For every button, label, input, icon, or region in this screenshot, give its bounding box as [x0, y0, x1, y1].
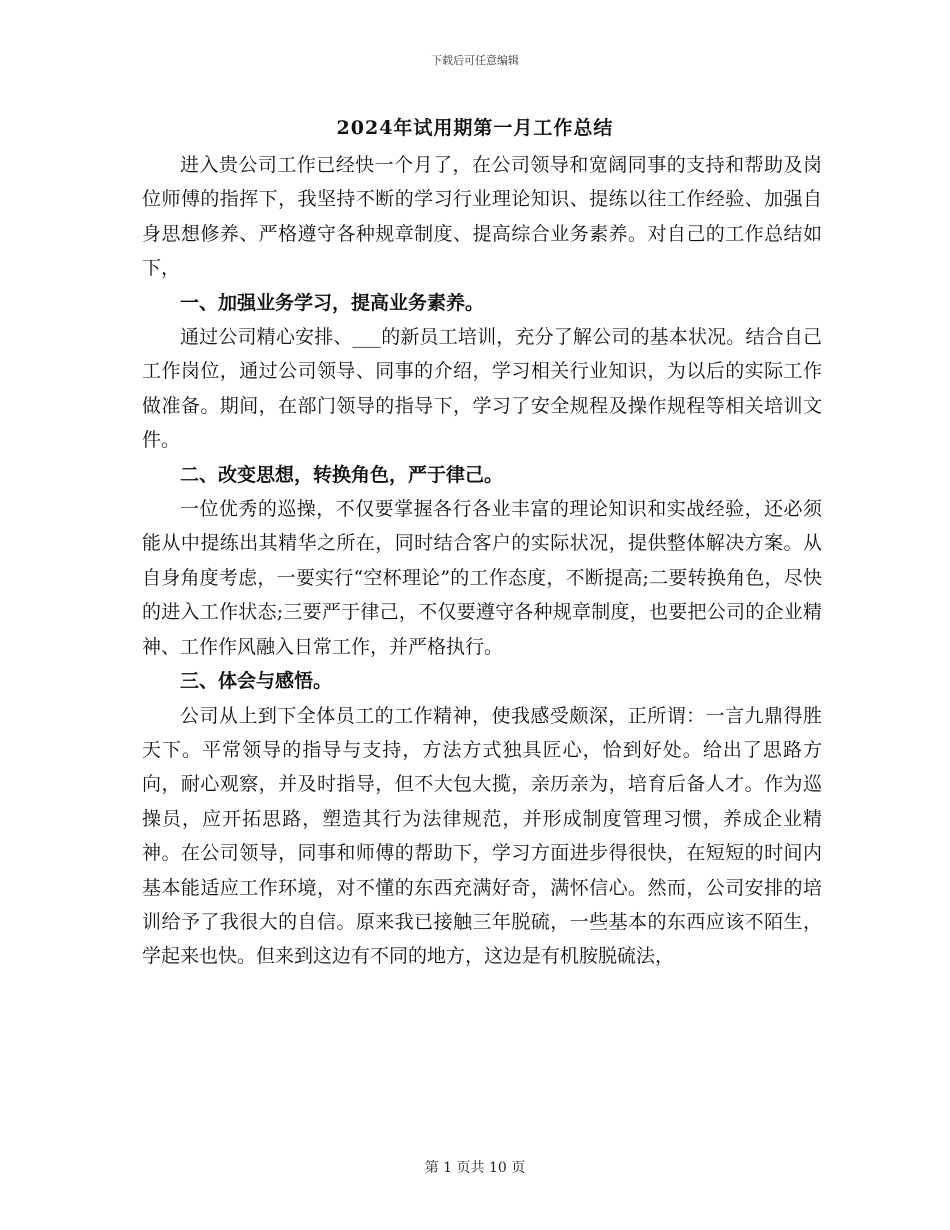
- paragraph-section-1: 通过公司精心安排、___的新员工培训，充分了解公司的基本状况。结合自己工作岗位，通过公司领导、同事的介绍，学习相关行业知识，为以后的实际工作做准备。期间，在部门领导的指导下，学习了安全规程及操作规程等相关培训文件。: [142, 326, 822, 452]
- section-heading-2: 二、改变思想，转换角色，严于律己。: [180, 463, 504, 486]
- paragraph-section-2: 一位优秀的巡操，不仅要掌握各行各业丰富的理论知识和实战经验，还必须能从中提练出其精华之所在，同时结合客户的实际状况，提供整体解决方案。从自身角度考虑，一要实行“空杯理论”的工作态度，不断提高;二要转换角色，尽快的进入工作状态;三要严于律己，不仅要遵守各种规章制度，也要把公司的企业精神、工作作风融入日常工作，并严格执行。: [142, 498, 822, 658]
- paragraph-intro: 进入贵公司工作已经快一个月了，在公司领导和宽阔同事的支持和帮助及岗位师傅的指挥下，我坚持不断的学习行业理论知识、提练以往工作经验、加强自身思想修养、严格遵守各种规章制度、提高综合业务素养。对自己的工作总结如下，: [142, 154, 822, 280]
- paragraph-section-3: 公司从上到下全体员工的工作精神，使我感受颇深，正所谓：一言九鼎得胜天下。平常领导的指导与支持，方法方式独具匠心，恰到好处。给出了思路方向，耐心观察，并及时指导，但不大包大揽，亲历亲为，培育后备人才。作为巡操员，应开拓思路，塑造其行为法律规范，并形成制度管理习惯，养成企业精神。在公司领导，同事和师傅的帮助下，学习方面进步得很快，在短短的时间内基本能适应工作环境，对不懂的东西充满好奇，满怀信心。然而，公司安排的培训给予了我很大的自信。原来我已接触三年脱硫，一些基本的东西应该不陌生，学起来也快。但来到这边有不同的地方，这边是有机胺脱硫法，: [142, 704, 822, 968]
- document-body: [142, 148, 822, 974]
- page-header: 下载后可任意编辑: [431, 54, 519, 67]
- document-title: 2024年试用期第一月工作总结: [336, 117, 614, 139]
- section-heading-1: 一、加强业务学习，提高业务素养。: [180, 291, 485, 314]
- section-heading-3: 三、体会与感悟。: [180, 670, 333, 693]
- page-number-footer: 第 1 页共 10 页: [424, 1160, 526, 1176]
